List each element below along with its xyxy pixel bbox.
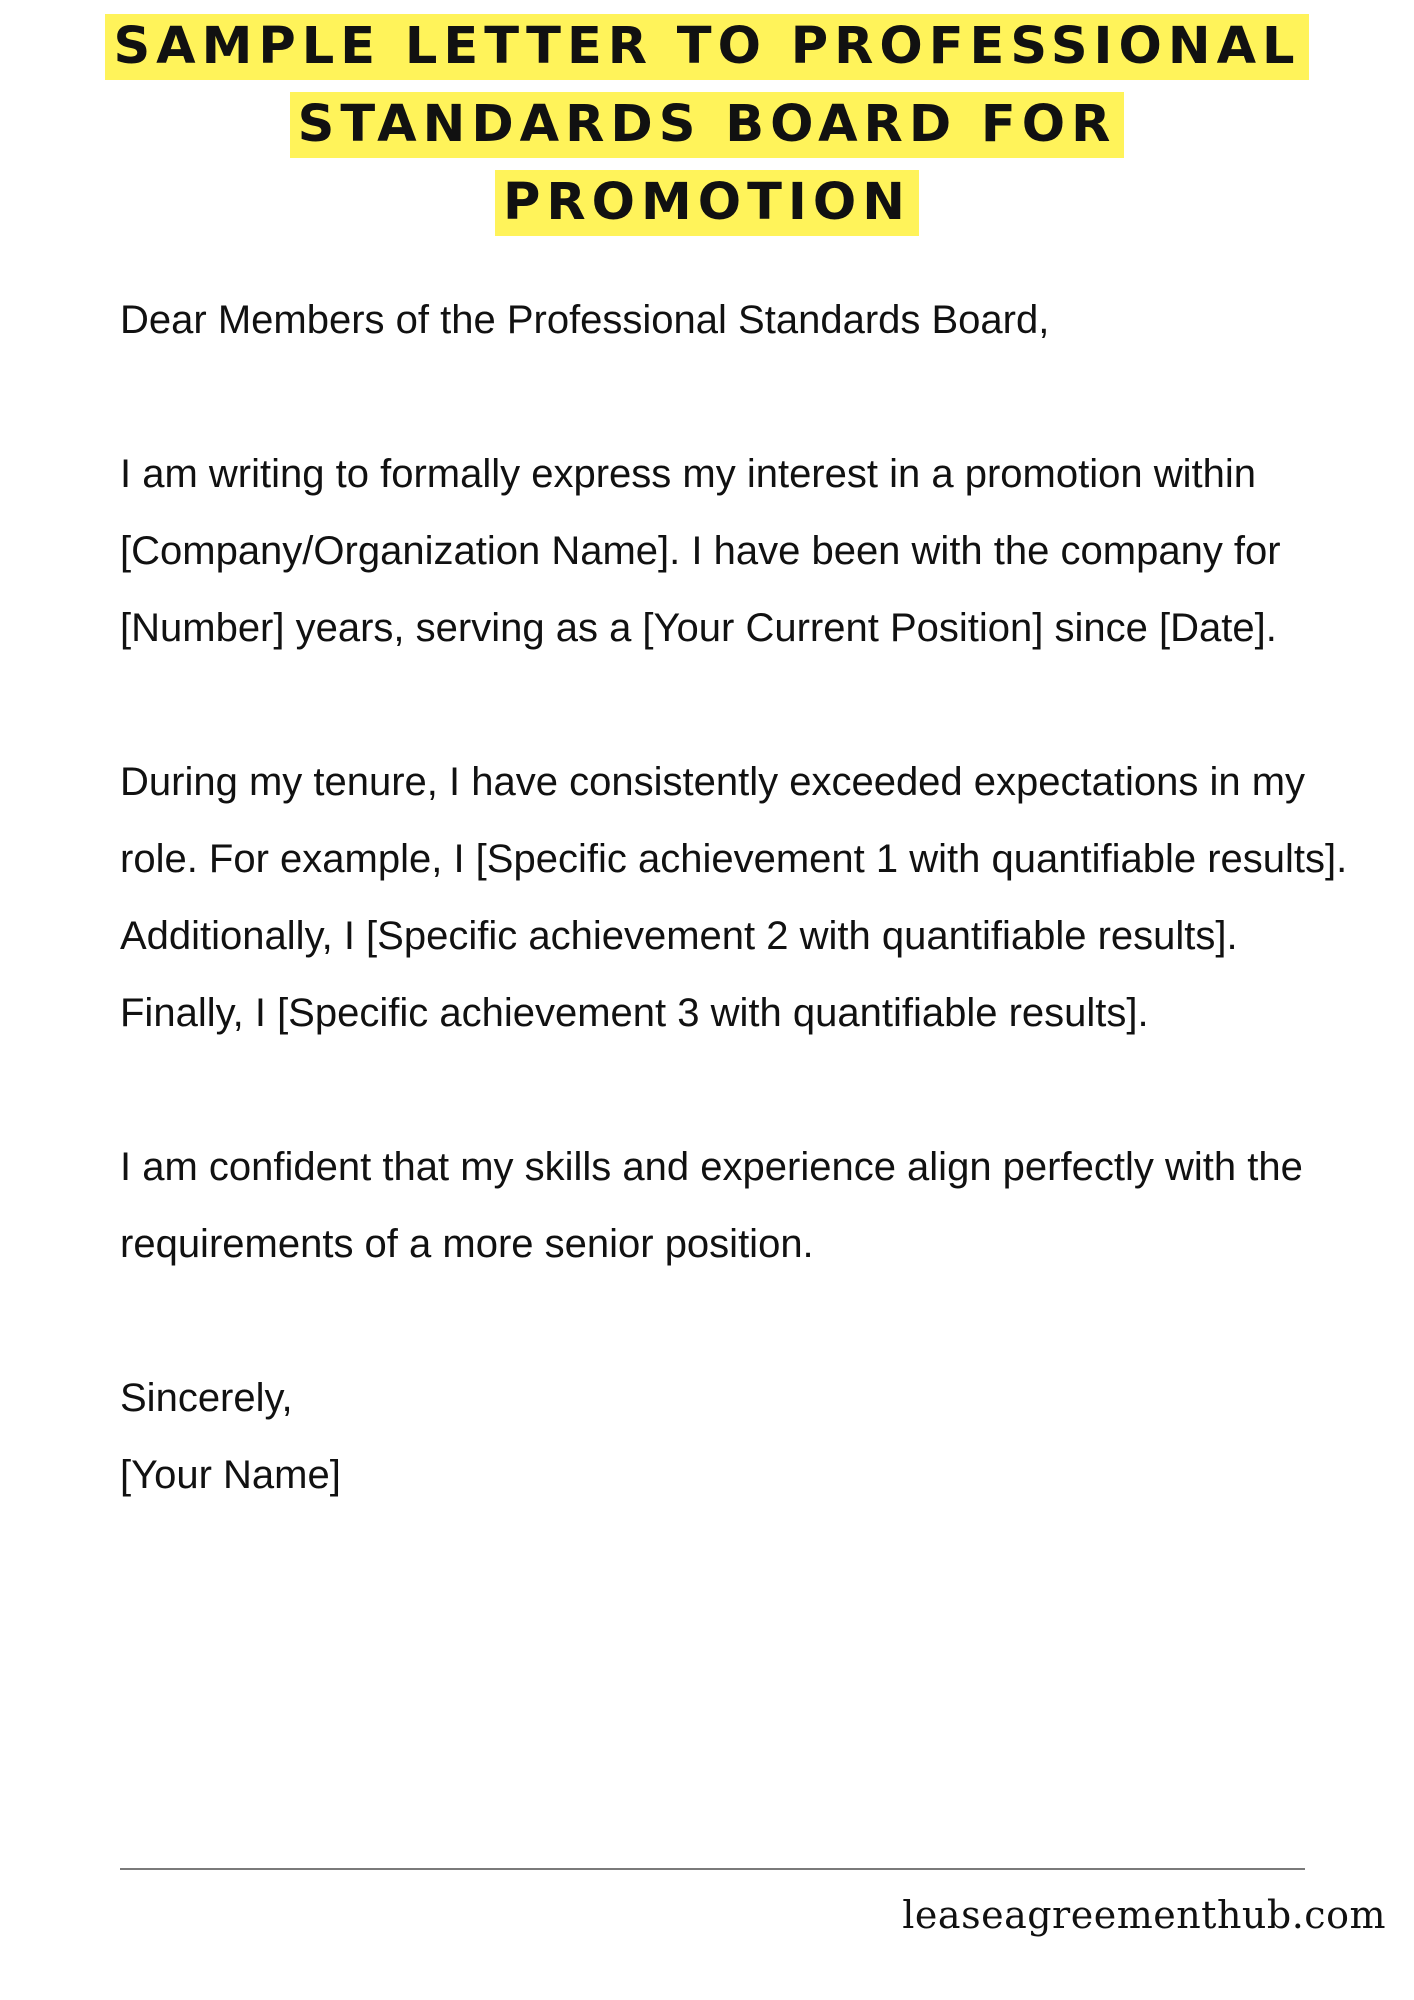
footer-site-name: leaseagreementhub.com: [902, 1893, 1386, 1937]
footer-divider: [120, 1868, 1305, 1870]
letter-salutation: Dear Members of the Professional Standards Board,: [120, 298, 1050, 342]
letter-paragraph-confidence: I am confident that my skills and experience align perfectly with the requirements of a more senior position.: [120, 1145, 1303, 1266]
title-line-3: PROMOTION: [495, 170, 919, 236]
letter-closing: Sincerely,: [120, 1376, 293, 1420]
letter-paragraph-achievements: During my tenure, I have consistently exceeded expectations in my role. For example, I [Specific achievement 1 with quantifiable results]. Additionally, I [Specific achievement 2 with quantifiable results]. Finally, I [Specific achievement 3 with quantifiable results].: [120, 760, 1348, 1035]
title-line-1: SAMPLE LETTER TO PROFESSIONAL: [105, 14, 1308, 80]
letter-signature: [Your Name]: [120, 1453, 341, 1497]
title-line-2: STANDARDS BOARD FOR: [290, 92, 1125, 158]
letter-body: [120, 282, 1360, 1514]
letter-paragraph-intro: I am writing to formally express my interest in a promotion within [Company/Organization Name]. I have been with the company for [Number] years, serving as a [Your Current Position] since [Date].: [120, 452, 1281, 650]
page-title: [0, 14, 1414, 248]
